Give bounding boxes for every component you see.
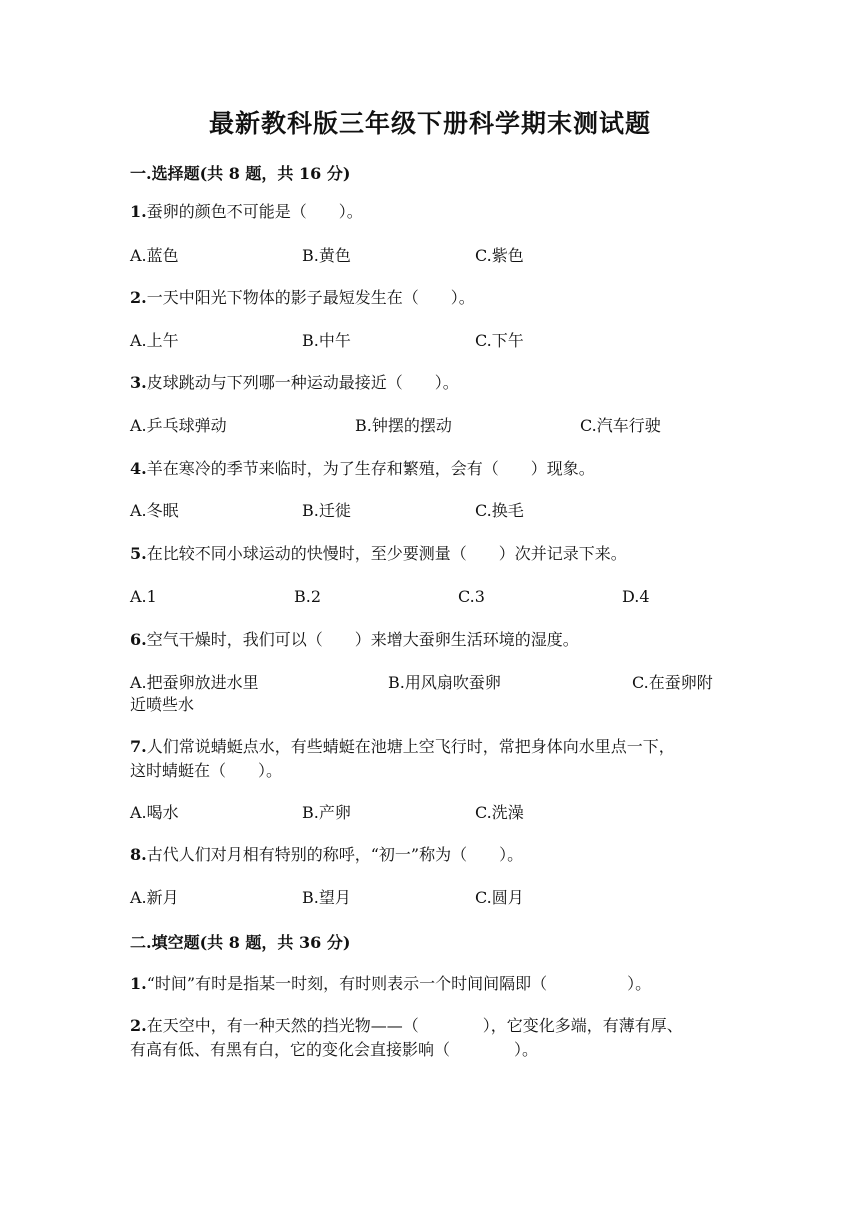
- option-b: B.产卵: [302, 803, 351, 822]
- option-a: A.喝水: [130, 803, 179, 822]
- question-number: 4.: [130, 459, 147, 478]
- option-b: B.中午: [302, 331, 351, 350]
- question-text: 蚕卵的颜色不可能是（ ）。: [146, 202, 363, 221]
- option-b: B.黄色: [302, 246, 351, 265]
- question-1: [130, 200, 750, 224]
- question-text-line2: 这时蜻蜓在（ ）。: [130, 761, 283, 780]
- question-text: 羊在寒冷的季节来临时，为了生存和繁殖，会有（ ）现象。: [146, 459, 595, 478]
- section-heading-choice: 一.选择题(共 8 题，共 16 分): [130, 164, 351, 183]
- option-a: A.冬眠: [130, 501, 179, 520]
- option-a: A.上午: [130, 331, 179, 350]
- option-d: D.4: [622, 587, 650, 606]
- option-b: B.2: [294, 587, 322, 606]
- fill-question-1: [130, 972, 750, 996]
- option-a: A.把蚕卵放进水里: [130, 673, 259, 692]
- option-b: B.望月: [302, 888, 351, 907]
- question-text: 一天中阳光下物体的影子最短发生在（ ）。: [146, 288, 475, 307]
- option-c: C.换毛: [475, 501, 524, 520]
- question-number: 2.: [130, 288, 147, 307]
- question-text: 人们常说蜻蜓点水，有些蜻蜓在池塘上空飞行时，常把身体向水里点一下，: [146, 737, 675, 756]
- option-a: A.乒乓球弹动: [130, 416, 227, 435]
- option-a: A.蓝色: [130, 246, 179, 265]
- question-number: 7.: [130, 737, 147, 756]
- question-text: 古代人们对月相有特别的称呼，“初一”称为（ ）。: [146, 845, 524, 864]
- option-c-continued: 近喷些水: [130, 695, 195, 714]
- question-2: [130, 286, 750, 310]
- question-text: “时间”有时是指某一时刻，有时则表示一个时间间隔即（ ）。: [146, 974, 652, 993]
- question-7: [130, 735, 750, 783]
- question-6: [130, 628, 750, 652]
- option-a: A.1: [130, 587, 157, 606]
- question-text: 空气干燥时，我们可以（ ）来增大蚕卵生活环境的湿度。: [146, 630, 579, 649]
- option-c: C.圆月: [475, 888, 524, 907]
- question-5: [130, 542, 750, 566]
- option-c: C.下午: [475, 331, 524, 350]
- option-b: B.钟摆的摆动: [355, 416, 452, 435]
- question-text: 在天空中，有一种天然的挡光物——（ ），它变化多端，有薄有厚、: [146, 1016, 683, 1035]
- question-number: 6.: [130, 630, 147, 649]
- option-c: C.在蚕卵附: [632, 673, 713, 692]
- option-c: C.汽车行驶: [580, 416, 661, 435]
- option-b: B.用风扇吹蚕卵: [388, 673, 501, 692]
- question-number: 3.: [130, 373, 147, 392]
- option-c: C.紫色: [475, 246, 524, 265]
- question-number: 1.: [130, 202, 147, 221]
- option-b: B.迁徙: [302, 501, 351, 520]
- page-title: 最新教科版三年级下册科学期末测试题: [208, 109, 651, 138]
- option-c: C.3: [458, 587, 485, 606]
- question-text: 在比较不同小球运动的快慢时，至少要测量（ ）次并记录下来。: [146, 544, 627, 563]
- question-number: 5.: [130, 544, 147, 563]
- fill-question-2: [130, 1014, 770, 1062]
- question-8: [130, 843, 750, 867]
- question-number: 1.: [130, 974, 147, 993]
- section-heading-fill: 二.填空题(共 8 题，共 36 分): [130, 933, 351, 952]
- question-number: 2.: [130, 1016, 147, 1035]
- question-4: [130, 457, 750, 481]
- question-text: 皮球跳动与下列哪一种运动最接近（ ）。: [146, 373, 459, 392]
- question-number: 8.: [130, 845, 147, 864]
- option-c: C.洗澡: [475, 803, 524, 822]
- option-a: A.新月: [130, 888, 179, 907]
- question-text-line2: 有高有低、有黑有白，它的变化会直接影响（ ）。: [130, 1040, 539, 1059]
- question-3: [130, 371, 750, 395]
